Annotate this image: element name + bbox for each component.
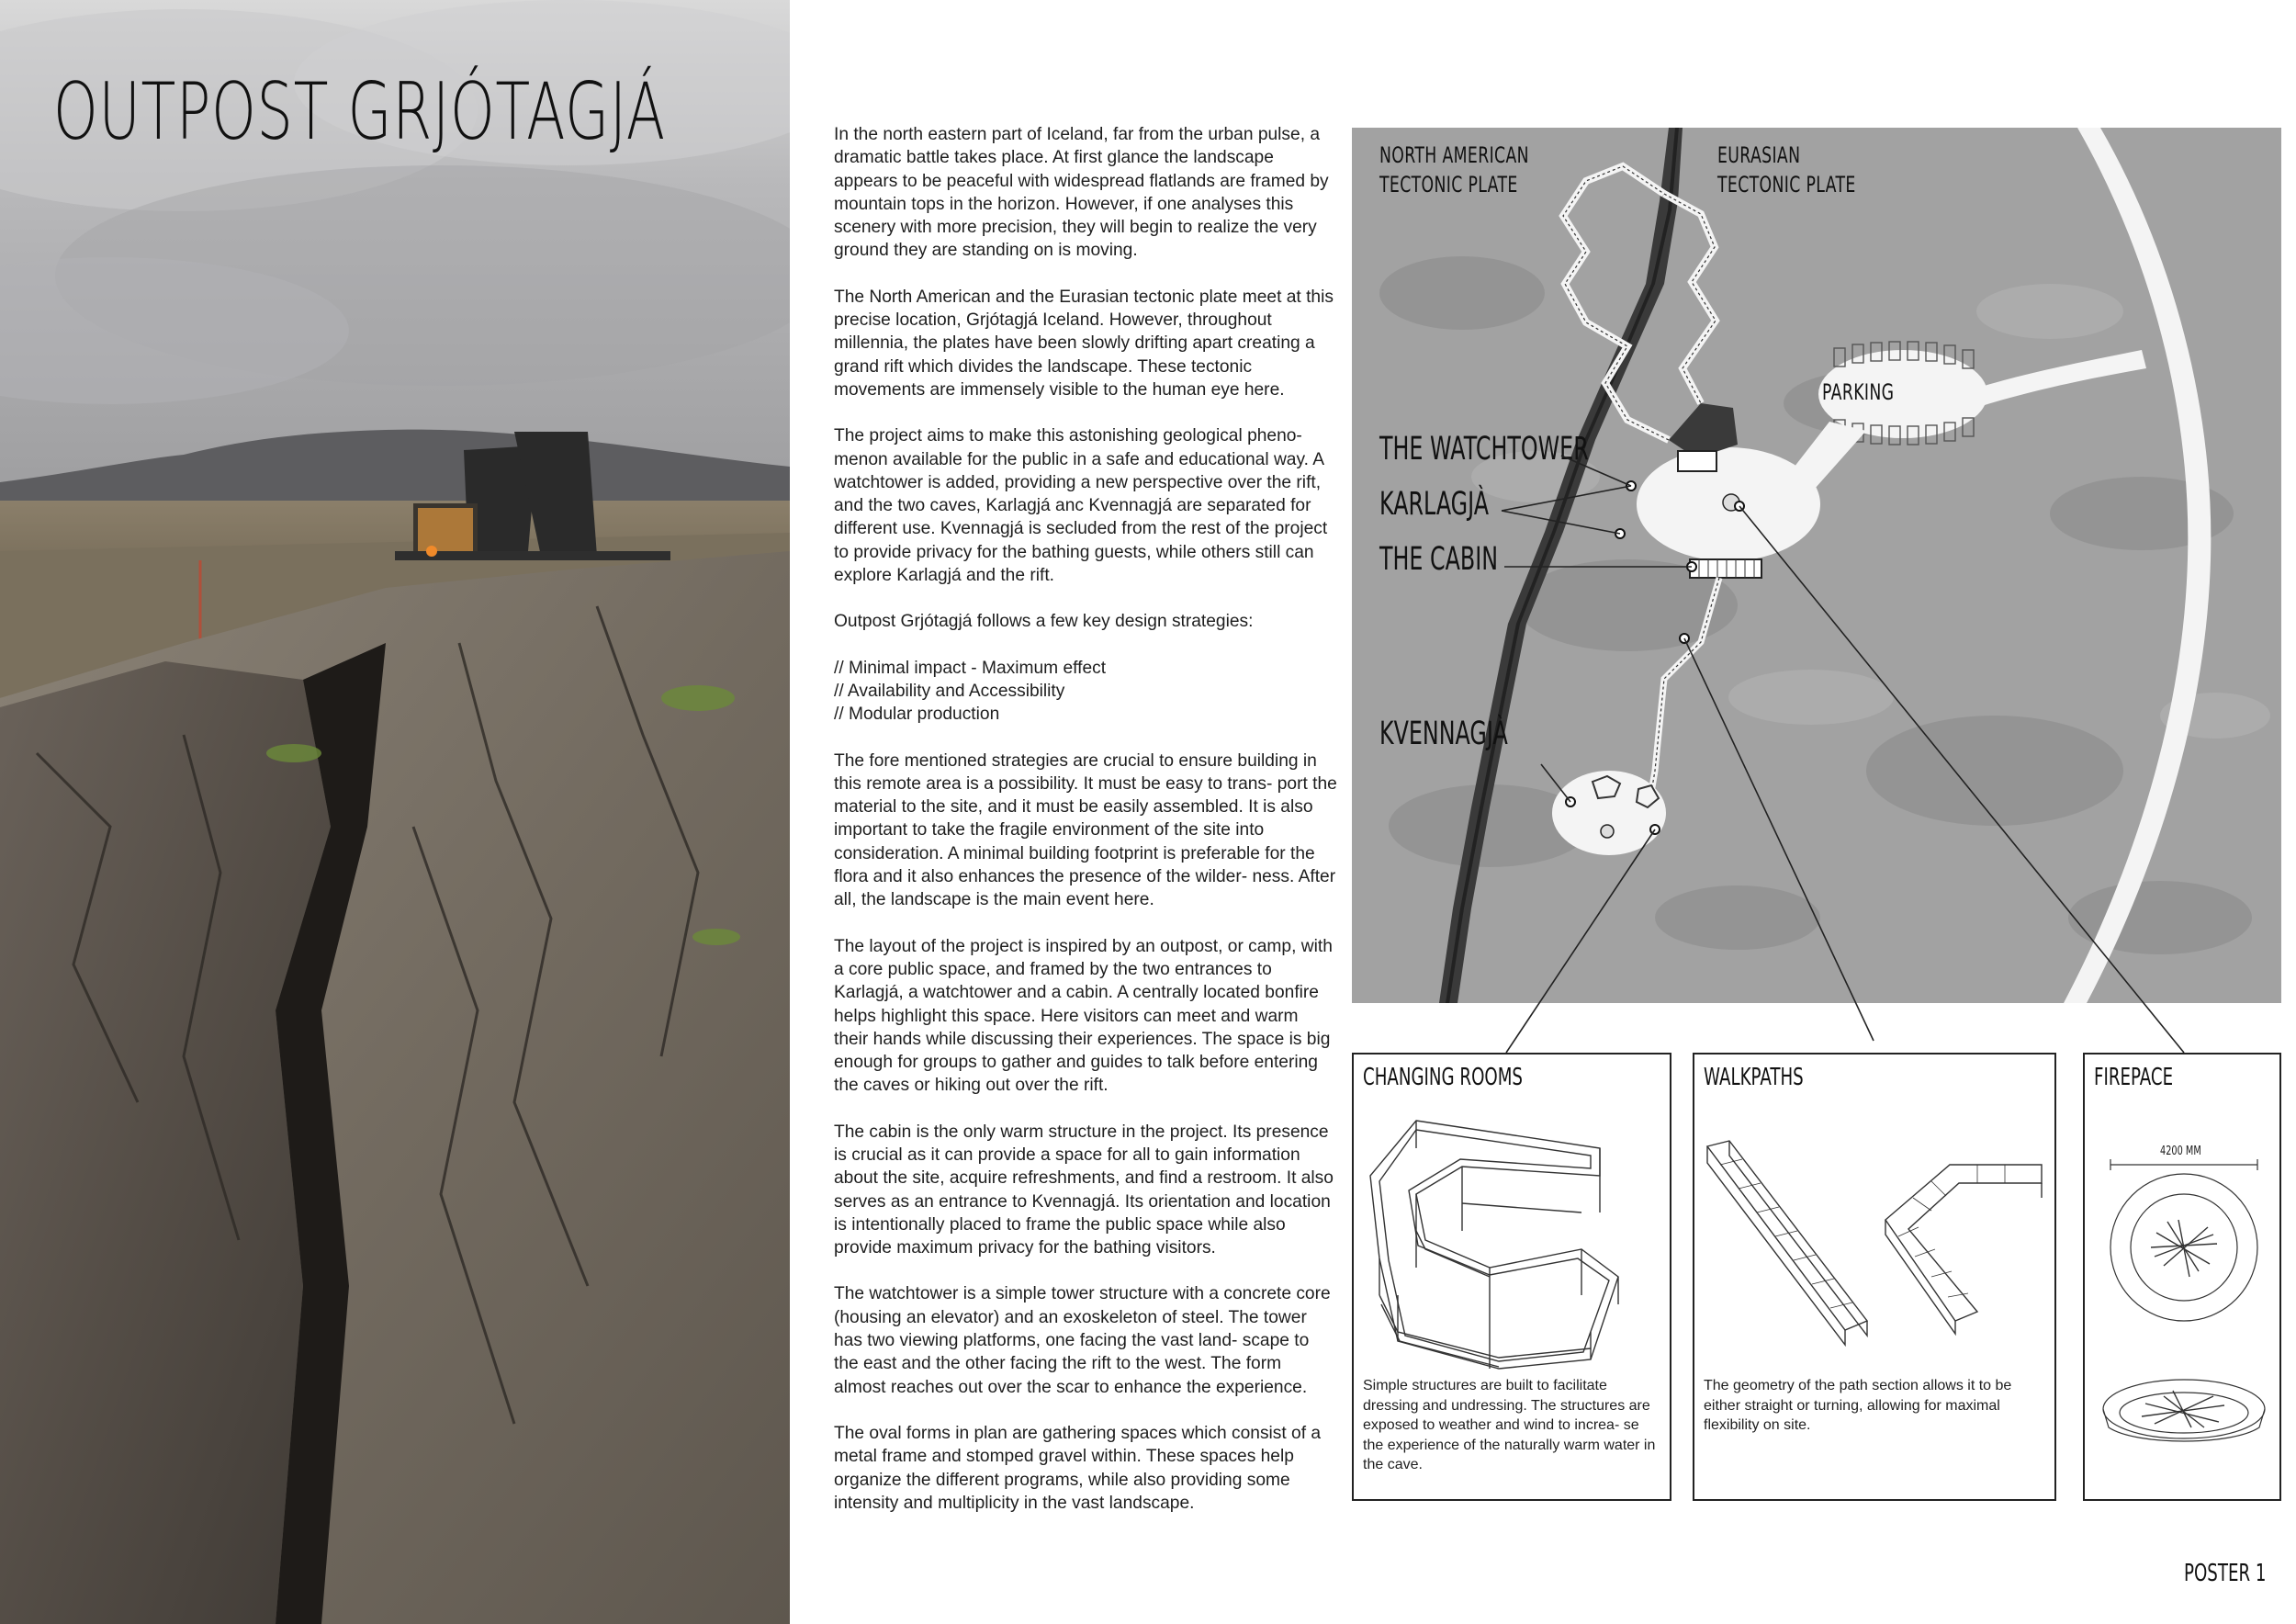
paragraph: The North American and the Eurasian tectonic plate meet at this precise location, Grjótagjá Iceland. However, throughout millennia, the plates have been slowly drifting apart creating a grand rift which divides the landscape. These tectonic movements are immensely visible to the human eye here. [834,287,1334,400]
hero-photo [0,0,790,1624]
cabin-label: THE CABIN [1379,541,1499,578]
fireplace-dimension: 4200 MM [2160,1145,2201,1158]
paragraph: The project aims to make this astonishing geological pheno- menon available for the public in a safe and educational way. A watchtower is added, providing a new perspective over the rift, and the two caves, Karlagjá anc Kvennagjá are separated for different use. Kvennagjá is secluded from the rest of the project to provide privacy for the bathing guests, while others still can explore Karlagjá and the rift. [834,426,1328,586]
walkpaths-title: WALKPATHS [1704,1064,1804,1091]
changing-rooms-panel [1352,1053,1671,1501]
site-plan [1352,128,2281,1003]
paragraph: The cabin is the only warm structure in the project. Its presence is crucial as it can provide a space for all to gain information about the site, acquire refreshments, and find a restroom. It also serves as an entrance to Kvennagjá. Its orientation and location is intentionally placed to frame the public space while also provide maximum privacy for the bathing visitors. [834,1122,1334,1258]
karlagja-label: KARLAGJÀ [1379,486,1489,523]
paragraph: In the north eastern part of Iceland, far from the urban pulse, a dramatic battle takes place. At first glance the landscape appears to be peaceful with widespread flatlands are framed by mountain tops in the horizon. However, if one analyses this scenery with more precision, they will begin to realize the very ground they are standing on is moving. [834,125,1329,261]
fireplace-drawing [2090,1156,2278,1468]
paragraph: Outpost Grjótagjá follows a few key design strategies: [834,612,1254,632]
fireplace-panel [2083,1053,2281,1501]
paragraph: The layout of the project is inspired by an outpost, or camp, with a core public space, and framed by the two entrances to Karlagjá, a watchtower and a cabin. A centrally located bonfire helps highlight this space. Here visitors can meet and warm their hands while discussing their experiences. The space is big enough for groups to gather and guides to talk before entering the caves or hiking out over the rift. [834,936,1333,1096]
parking-label: PARKING [1822,379,1895,405]
body-text [834,123,1337,1538]
walkpaths-caption: The geometry of the path section allows it to be either straight or turning, allowing for maximal flexibility on site. [1704,1378,2012,1433]
kvennagja-label: KVENNAGJÀ [1379,716,1508,752]
changing-rooms-title: CHANGING ROOMS [1363,1064,1523,1091]
poster-number: POSTER 1 [2184,1560,2267,1587]
watchtower-label: THE WATCHTOWER [1379,431,1589,468]
paragraph: The watchtower is a simple tower structure with a concrete core (housing an elevator) and an exoskeleton of steel. The tower has two viewing platforms, one facing the vast land- scape to the east and the other facing the rift to the west. The form almost reaches out over the scar to enhance the experience. [834,1284,1331,1397]
paragraph: The oval forms in plan are gathering spaces which consist of a metal frame and stomped gravel within. These spaces help organize the different programs, while also providing some intensity and multiplicity in the vast landscape. [834,1423,1322,1513]
eurasian-plate-label: EURASIAN TECTONIC PLATE [1717,142,1856,197]
poster-title: OUTPOST GRJÓTAGJÁ [53,66,666,158]
walkpath-drawing [1702,1137,2049,1348]
walkpaths-panel [1693,1053,2056,1501]
paragraph: The fore mentioned strategies are crucial to ensure building in this remote area is a possibility. It must be easy to trans- port the material to the site, and it must be easily assembled. It is also important to take the fragile environment of the site into consideration. A minimal building footprint is preferable for the flora and it also enhances the presence of the wilder- ness. After all, the landscape is the main event here. [834,750,1337,910]
north-american-plate-label: NORTH AMERICAN TECTONIC PLATE [1379,142,1529,197]
fireplace-title: FIREPACE [2094,1064,2174,1091]
changing-rooms-drawing [1361,1111,1664,1387]
strategy-list: // Minimal impact - Maximum effect // Availability and Accessibility // Modular production [834,658,1107,725]
changing-rooms-caption: Simple structures are built to facilitate dressing and undressing. The structures are exposed to weather and wind to increa- se the experience of the naturally warm water in the cave. [1363,1378,1656,1472]
